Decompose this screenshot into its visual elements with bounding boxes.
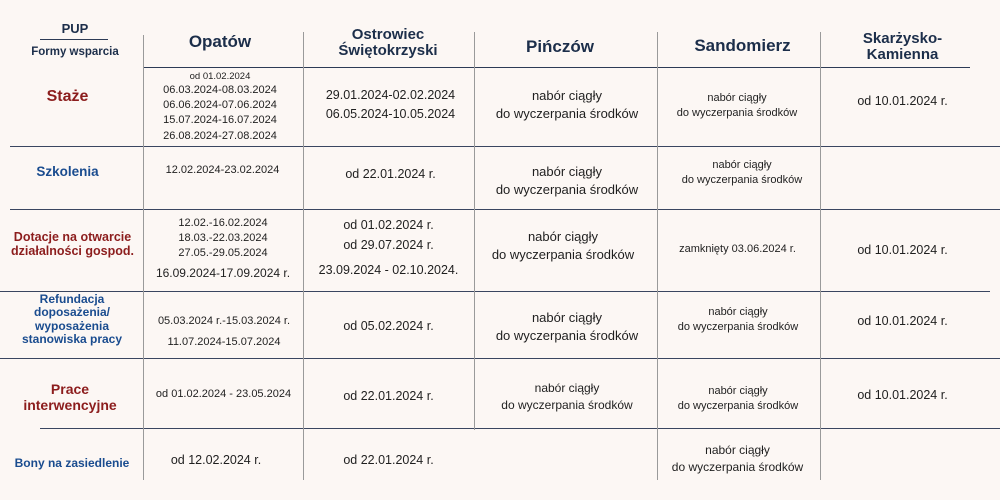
row-divider	[0, 291, 990, 292]
header-divider	[143, 35, 144, 67]
cell-staze-ostrowiec: 29.01.2024-02.02.2024 06.05.2024-10.05.2024	[325, 88, 456, 121]
column-divider	[143, 67, 144, 480]
cell-szkolenia-opatow: 12.02.2024-23.02.2024	[165, 164, 280, 176]
col-header-ostrowiec: Ostrowiec Świętokrzyski	[338, 26, 438, 59]
cell-staze-opatow: od 01.02.2024 06.03.2024-08.03.2024 06.06.2024-07.06.2024 15.07.2024-16.07.2024 26.08.2024-27.08.2024	[163, 71, 277, 142]
cell-staze-pinczow: nabór ciągły do wyczerpania środków	[495, 88, 639, 121]
row-label-bony: Bony na zasiedlenie	[14, 456, 130, 470]
column-divider	[820, 67, 821, 480]
cell-prace-sandomierz: nabór ciągły do wyczerpania środków	[677, 385, 799, 413]
col-header-opatow: Opatów	[188, 32, 252, 51]
cell-dotacje-ostrowiec: od 01.02.2024 r. od 29.07.2024 r. 23.09.2024 - 02.10.2024.	[318, 218, 459, 277]
cell-refundacja-sandomierz: nabór ciągły do wyczerpania środków	[677, 306, 799, 334]
row-divider	[0, 358, 1000, 359]
header-divider	[474, 32, 475, 67]
row-divider	[10, 209, 1000, 210]
cell-dotacje-opatow: 12.02.-16.02.2024 18.03.-22.03.2024 27.05.-29.05.2024 16.09.2024-17.09.2024 r.	[155, 217, 291, 280]
cell-refundacja-ostrowiec: od 05.02.2024 r.	[343, 319, 434, 333]
column-divider	[657, 67, 658, 480]
row-divider	[10, 146, 1000, 147]
row-label-staze: Staże	[46, 88, 89, 105]
header-rule	[143, 67, 970, 68]
col-header-skarzysko: Skarżysko-Kamienna	[862, 30, 943, 63]
col-header-sandomierz: Sandomierz	[694, 36, 791, 55]
row-label-refundacja: Refundacja doposażenia/ wyposażenia stanowiska pracy	[21, 292, 123, 347]
cell-szkolenia-pinczow: nabór ciągły do wyczerpania środków	[495, 164, 639, 197]
column-divider	[474, 67, 475, 430]
cell-refundacja-opatow: 05.03.2024 r.-15.03.2024 r. 11.07.2024-15.07.2024	[157, 315, 291, 348]
col-header-pinczow: Pińczów	[525, 37, 594, 56]
cell-prace-pinczow: nabór ciągły do wyczerpania środków	[501, 381, 633, 412]
header-divider	[820, 32, 821, 67]
cell-staze-sandomierz: nabór ciągły do wyczerpania środków	[676, 92, 798, 120]
cell-refundacja-skarzysko: od 10.01.2024 r.	[857, 314, 948, 328]
row-label-prace: Prace interwencyjne	[23, 381, 117, 413]
cell-szkolenia-sandomierz: nabór ciągły do wyczerpania środków	[681, 159, 803, 187]
cell-refundacja-pinczow: nabór ciągły do wyczerpania środków	[495, 310, 639, 343]
cell-prace-opatow: od 01.02.2024 - 23.05.2024	[155, 388, 292, 400]
column-divider	[303, 67, 304, 480]
row-divider	[40, 428, 1000, 429]
cell-szkolenia-ostrowiec: od 22.01.2024 r.	[345, 167, 436, 181]
row-label-dotacje: Dotacje na otwarcie działalności gospod.	[11, 230, 134, 258]
cell-bony-ostrowiec: od 22.01.2024 r.	[343, 453, 434, 467]
cell-bony-sandomierz: nabór ciągły do wyczerpania środków	[671, 443, 804, 474]
cell-prace-skarzysko: od 10.01.2024 r.	[857, 388, 948, 402]
cell-dotacje-pinczow: nabór ciągły do wyczerpania środków	[491, 229, 635, 262]
cell-staze-skarzysko: od 10.01.2024 r.	[857, 94, 948, 108]
row-label-szkolenia: Szkolenia	[36, 164, 99, 179]
cell-dotacje-sandomierz: zamknięty 03.06.2024 r.	[679, 243, 796, 255]
formy-wsparcia-heading: Formy wsparcia	[31, 46, 119, 58]
header-divider	[657, 32, 658, 67]
cell-dotacje-skarzysko: od 10.01.2024 r.	[857, 243, 948, 257]
cell-bony-opatow: od 12.02.2024 r.	[170, 453, 262, 467]
cell-prace-ostrowiec: od 22.01.2024 r.	[343, 389, 434, 403]
pup-underline	[40, 39, 108, 40]
pup-heading: PUP	[61, 21, 89, 36]
header-divider	[303, 32, 304, 67]
